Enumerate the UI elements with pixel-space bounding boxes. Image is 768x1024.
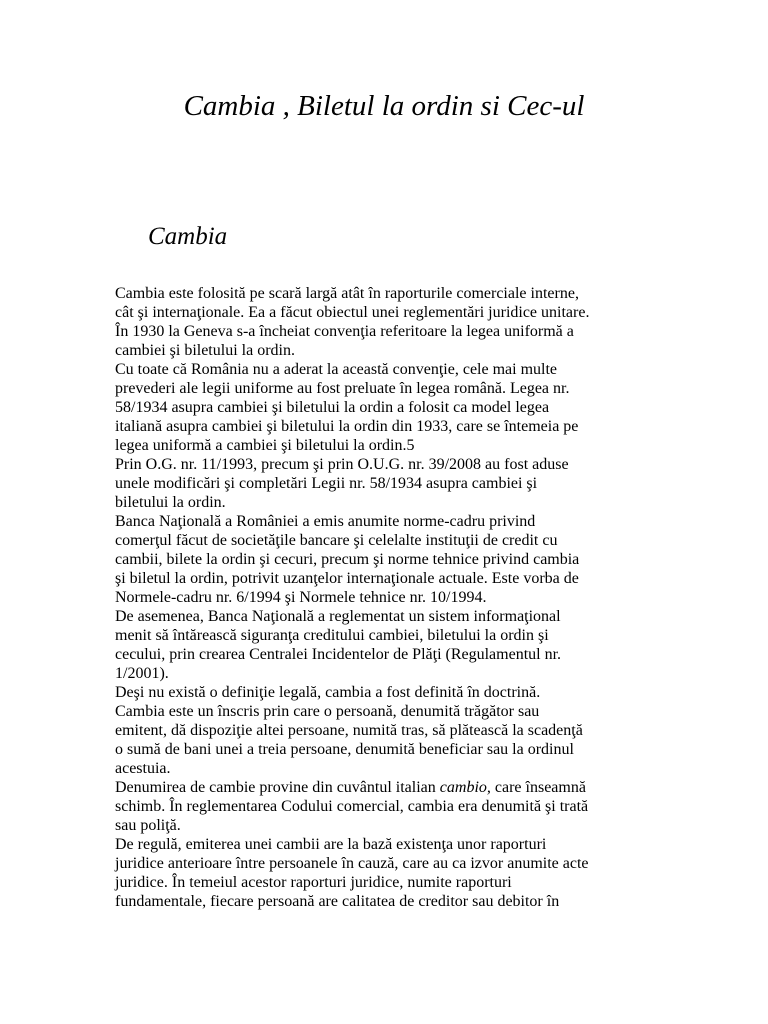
text-line: 1/2001). <box>115 665 169 682</box>
text-line: De regulă, emiterea unei cambii are la bază existenţa unor raporturi <box>115 836 547 853</box>
text-line: cambii, bilete la ordin şi cecuri, precum şi norme tehnice privind cambia <box>115 551 580 568</box>
section-heading: Cambia <box>148 223 228 250</box>
text-line: schimb. În reglementarea Codului comercial, cambia era denumită şi trată <box>115 798 589 815</box>
text-line: În 1930 la Geneva s-a încheiat convenţia referitoare la legea uniformă a <box>115 323 574 340</box>
body-text <box>115 284 675 911</box>
document-title: Cambia , Biletul la ordin si Cec-ul <box>183 90 585 122</box>
text-line: acestuia. <box>115 760 171 777</box>
text-line: cecului, prin crearea Centralei Incidentelor de Plăţi (Regulamentul nr. <box>115 646 562 663</box>
text-line: şi biletul la ordin, potrivit uzanţelor internaţionale actuale. Este vorba de <box>115 570 579 587</box>
text-line: unele modificări şi completări Legii nr. 58/1934 asupra cambiei şi <box>115 475 538 492</box>
text-line: 58/1934 asupra cambiei şi biletului la ordin a folosit ca model legea <box>115 399 550 416</box>
italic-term: cambio, <box>439 779 491 796</box>
text-segment: Denumirea de cambie provine din cuvântul italian <box>115 779 440 796</box>
text-segment: care înseamnă <box>490 779 586 796</box>
text-line: sau poliţă. <box>115 817 181 834</box>
text-line-with-italic <box>115 778 675 797</box>
text-line: juridice anterioare între persoanele în cauză, care au ca izvor anumite acte <box>115 855 589 872</box>
text-line: Prin O.G. nr. 11/1993, precum şi prin O.U.G. nr. 39/2008 au fost aduse <box>115 456 569 473</box>
text-line: Cambia este folosită pe scară largă atât în raporturile comerciale interne, <box>115 285 579 302</box>
text-line: fundamentale, fiecare persoană are calitatea de creditor sau debitor în <box>115 893 560 910</box>
text-line: emitent, dă dispoziţie altei persoane, numită tras, să plătească la scadenţă <box>115 722 583 739</box>
text-line: Normele-cadru nr. 6/1994 şi Normele tehnice nr. 10/1994. <box>115 589 487 606</box>
text-line: juridice. În temeiul acestor raporturi juridice, numite raporturi <box>115 874 512 891</box>
text-line: Deşi nu există o definiţie legală, cambia a fost definită în doctrină. <box>115 684 541 701</box>
text-line: cambiei şi biletului la ordin. <box>115 342 295 359</box>
text-line: italiană asupra cambiei şi biletului la ordin din 1933, care se întemeia pe <box>115 418 579 435</box>
text-line: Cu toate că România nu a aderat la această convenţie, cele mai multe <box>115 361 558 378</box>
text-line: legea uniformă a cambiei şi biletului la ordin.5 <box>115 437 415 454</box>
text-line: menit să întărească siguranţa creditului cambiei, biletului la ordin şi <box>115 627 549 644</box>
text-line: comerţul făcut de societăţile bancare şi celelalte instituţii de credit cu <box>115 532 558 549</box>
text-line: Cambia este un înscris prin care o persoană, denumită trăgător sau <box>115 703 540 720</box>
text-line: cât şi internaţionale. Ea a făcut obiectul unei reglementări juridice unitare. <box>115 304 590 321</box>
text-line: De asemenea, Banca Naţională a reglementat un sistem informaţional <box>115 608 561 625</box>
text-line: biletului la ordin. <box>115 494 226 511</box>
text-line: o sumă de bani unei a treia persoane, denumită beneficiar sau la ordinul <box>115 741 574 758</box>
text-line: Banca Naţională a României a emis anumite norme-cadru privind <box>115 513 536 530</box>
text-line: prevederi ale legii uniforme au fost preluate în legea română. Legea nr. <box>115 380 570 397</box>
